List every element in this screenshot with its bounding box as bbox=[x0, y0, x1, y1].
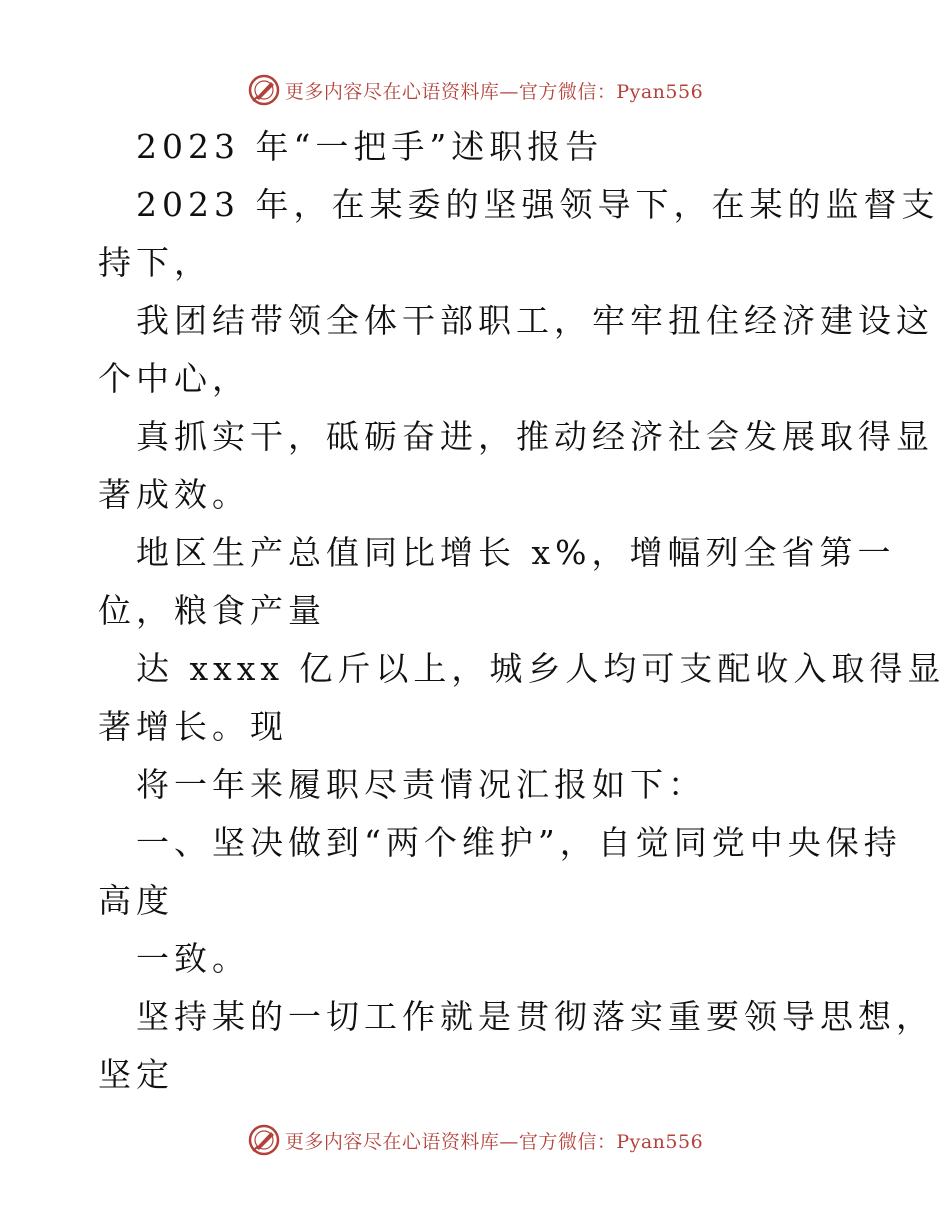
header-watermark-banner bbox=[0, 70, 950, 110]
document-line: 2023 年，在某委的坚强领导下，在某的监督支 bbox=[136, 185, 940, 224]
document-line: 位，粮食产量 bbox=[98, 591, 326, 630]
document-line: 地区生产总值同比增长 x%，增幅列全省第一 bbox=[136, 533, 896, 572]
document-line: 著成效。 bbox=[98, 475, 250, 514]
document-line: 个中心， bbox=[98, 359, 250, 398]
watermark-text: 更多内容尽在心语资料库—官方微信：Pyan556 bbox=[284, 1130, 704, 1153]
document-line: 一、坚决做到“两个维护”，自觉同党中央保持 bbox=[136, 823, 902, 862]
document-line: 一致。 bbox=[136, 939, 250, 978]
document-line: 坚定 bbox=[98, 1055, 174, 1094]
document-line: 真抓实干，砥砺奋进，推动经济社会发展取得显 bbox=[136, 417, 934, 456]
document-line: 2023 年“一把手”述职报告 bbox=[136, 127, 604, 166]
document-line: 著增长。现 bbox=[98, 707, 288, 746]
document-line: 坚持某的一切工作就是贯彻落实重要领导思想， bbox=[136, 997, 934, 1036]
document-line: 高度 bbox=[98, 881, 174, 920]
footer-watermark-banner bbox=[0, 1120, 950, 1160]
document-line: 将一年来履职尽责情况汇报如下： bbox=[136, 765, 706, 804]
quill-seal-icon bbox=[247, 73, 281, 107]
document-line: 达 xxxx 亿斤以上，城乡人均可支配收入取得显 bbox=[136, 649, 946, 688]
watermark-text: 更多内容尽在心语资料库—官方微信：Pyan556 bbox=[284, 80, 704, 103]
document-line: 我团结带领全体干部职工，牢牢扭住经济建设这 bbox=[136, 301, 934, 340]
document-body bbox=[98, 118, 946, 1104]
document-line: 持下， bbox=[98, 243, 212, 282]
quill-seal-icon bbox=[247, 1123, 281, 1157]
